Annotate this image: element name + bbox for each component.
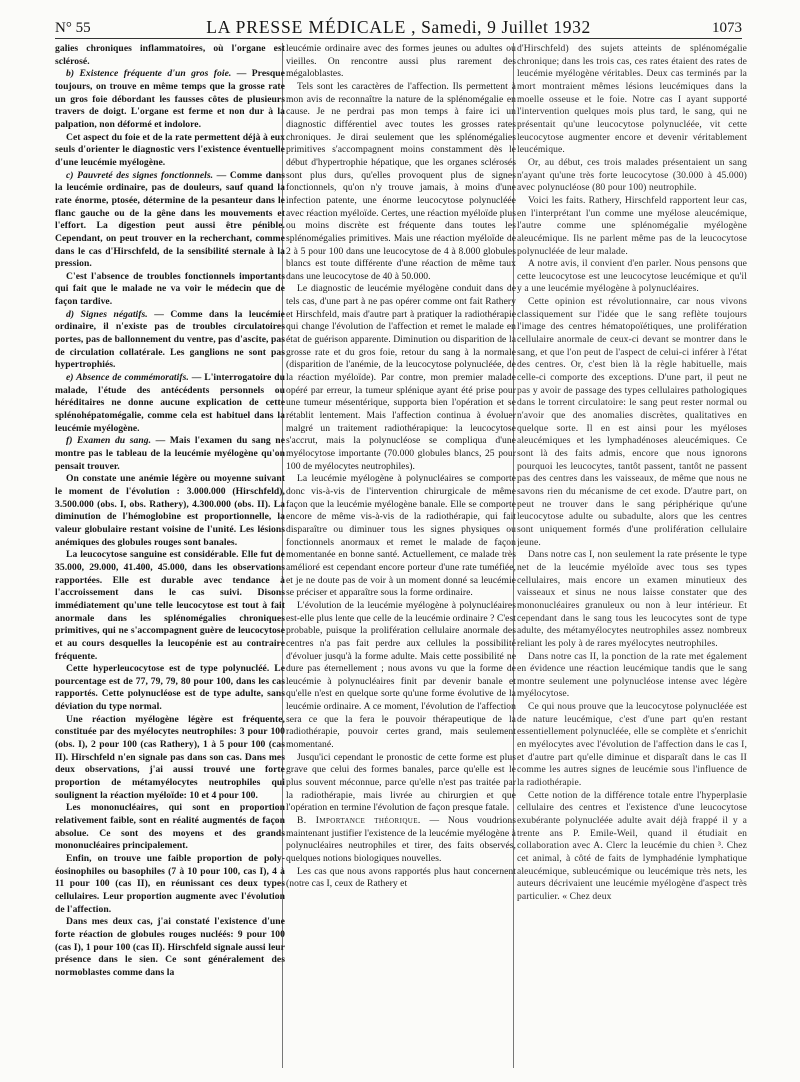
paragraph-heading: B. Importance théorique.: [297, 815, 421, 827]
paragraph: [55, 853, 285, 916]
paragraph: [55, 372, 285, 435]
paragraph: [55, 663, 285, 714]
paragraph-text: leucémie ordinaire avec des formes jeunes ou adultes ou vieilles. On rencontre aussi plus rarement des mégaloblastes.: [286, 43, 516, 80]
paragraph-text: — Nous voudrions maintenant justifier l'existence de la leucémie myélogène à polynucléaires neutrophiles et tirer, des faits observés, quelques notions biologiques nouvelles.: [286, 815, 516, 864]
paragraph-text: Or, au début, ces trois malades présentaient un sang n'ayant qu'une très forte leucocytose (30.000 à 45.000) avec polynucléose (80 pour 100) neutrophile.: [517, 156, 747, 194]
paragraph-text: — Comme dans la leucémie ordinaire, il n'existe pas de troubles circulatoires portes, pas de ballonnement du ventre, pas d'ascite, pas de circulation collatérale. Les ganglions ne sont pas hypertrophiés.: [55, 308, 285, 371]
paragraph-text: Les cas que nous avons rapportés plus haut concernent (notre cas I, ceux de Rathery et: [286, 865, 516, 890]
paragraph-heading: f) Examen du sang.: [66, 435, 152, 447]
paragraph: [55, 714, 285, 803]
paragraph-text: Voici les faits. Rathery, Hirschfeld rapportent leur cas, en l'interprétant l'un comme une myélose aleucémique, l'autre comme une splénomégalie myélogène aleucémique. Ils ne parlent même pas de la leucocytose polynucléée de leur malade.: [517, 194, 747, 257]
paragraph-heading: b) Existence fréquente d'un gros foie.: [66, 68, 232, 80]
paragraph: [55, 68, 285, 131]
paragraph-text: Dans mes deux cas, j'ai constaté l'existence d'une forte réaction de globules rouges nucléés: 9 pour 100 (cas I), 1 pour 100 (cas II). Hirschfeld signale aussi leur présence dans le sien. Ce sont généralement des normoblastes comme dans la: [55, 916, 285, 978]
paragraph-text: — L'interrogatoire du malade, l'étude des antécédents personnels ou héréditaires ne donne aucune explication de cette splénohépatomégalie, comme cela est habituel dans la leucémie myélogène.: [55, 372, 285, 434]
paragraph-text: L'évolution de la leucémie myélogène à polynucléaires est-elle plus lente que celle de la leucémie ordinaire ? C'est probable, puisque la prolifération cellulaire anormale des centres n'a pas fait perdre aux cellules la possibilité d'évoluer jusqu'à la forme adulte. Mais cette possibilité ne dure pas éternellement ; nous avons vu que la forme de leucémie à polynucléaires finit par devenir banale et qu'elle n'est en quelque sorte qu'une forme évolutive de la leucémie ordinaire. A ce moment, l'évolution de l'affection sera ce que la fera le pouvoir thérapeutique de la radiothérapie, pouvoir certes grand, mais seulement momentané.: [286, 599, 516, 751]
paragraph-text: — Presque toujours, on trouve en même temps que la grosse rate un gros foie débordant les fausses côtes de plusieurs travers de doigt. L'organe est ferme et non dur à la palpation, non déformé et indolore.: [55, 68, 285, 130]
paragraph: [55, 435, 285, 473]
paragraph: [286, 81, 516, 284]
paragraph-text: A notre avis, il convient d'en parler. Nous pensons que cette leucocytose est une leucocytose leucémique et qu'il y a une leucémie myélogène à polynucléaires.: [517, 258, 747, 295]
issue-number: N° 55: [55, 20, 91, 36]
paragraph-text: Cet aspect du foie et de la rate permettent déjà à eux seuls d'orienter le diagnostic vers l'existence éventuelle d'une leucémie myélogène.: [55, 131, 285, 168]
header-rule: [55, 38, 742, 39]
paragraph: [517, 296, 747, 549]
paragraph: [55, 271, 285, 309]
paragraph: [55, 132, 285, 170]
paragraph-text: — Mais l'examen du sang ne montre pas le tableau de la leucémie myélogène qu'on pensait trouver.: [55, 435, 285, 472]
paragraph: [286, 815, 516, 866]
paragraph: [55, 473, 285, 549]
paragraph: [55, 549, 285, 663]
paragraph: [286, 43, 516, 81]
column-3: [517, 43, 747, 1075]
paragraph-text: C'est l'absence de troubles fonctionnels importants qui fait que le malade ne va voir le médecin que de façon tardive.: [55, 270, 285, 308]
paragraph: [55, 916, 285, 979]
paragraph: [286, 600, 516, 752]
paragraph-text: Dans notre cas II, la ponction de la rate met également en évidence une réaction leucémique tandis que le sang montre seulement une polynucléose intense avec légère myélocytose.: [517, 650, 747, 700]
paragraph: [517, 549, 747, 650]
paragraph-text: — Comme dans la leucémie ordinaire, pas de douleurs, sauf quand la rate énorme, ptosée, détermine de la pesanteur dans le flanc gauche ou de la gêne dans les mouvements et l'effort. La digestion peut aussi être pénible. Cependant, on peut trouver en la recherchant, comme dans le cas d'Hirschfeld, de la sensibilité sternale à la pression.: [55, 169, 285, 270]
publication-name: LA PRESSE MÉDICALE: [206, 17, 407, 37]
paragraph-text: Ce qui nous prouve que la leucocytose polynucléée est de nature leucémique, c'est d'une part qu'en restant essentiellement polynucléée, elle se complète et s'enrichit en myélocytes avec l'évolution de l'affection dans le cas I, et d'autre part qu'elle diminue et disparaît dans le cas II comme les autres signes de leucémie sous l'influence de la radiothérapie.: [517, 701, 747, 789]
paragraph-text: galies chroniques inflammatoires, où l'organe est sclérosé.: [55, 43, 285, 67]
paragraph-text: d'Hirschfeld) des sujets atteints de splénomégalie chronique; dans les trois cas, ces rates étaient des rates de leucémie myélogène véritables. Deux cas terminés par la mort montraient mêmes lésions leucémiques dans la moelle osseuse et le foie. Notre cas I ayant supporté l'intervention quelques mois plus tard, le sang, qui ne présentait qu'une leucocytose polynucléée, vit cette leucocytose augmenter encore et devenir véritablement leucémique.: [517, 43, 747, 156]
paragraph: [55, 43, 285, 68]
paragraph-text: Cette notion de la différence totale entre l'hyperplasie cellulaire des centres et l'existence d'une leucocytose exubérante polynucléée adulte avait déjà frappé il y a trente ans P. Emile-Weil, quand il étudiait en collaboration avec A. Clerc la leucémie du chien ³. Chez cet animal, à côté de faits de lymphadénie lymphatique aleucémique, subleucémique ou leucémique très nets, les auteurs décrivaient une leucémie myélogène d'aspect très particulier. « Chez deux: [517, 789, 747, 902]
page-number: 1073: [712, 20, 742, 36]
paragraph-heading: e) Absence de commémoratifs.: [66, 372, 189, 384]
paragraph: [286, 866, 516, 891]
paragraph-text: On constate une anémie légère ou moyenne suivant le moment de l'évolution : 3.000.000 (Hirschfeld), 3.500.000 (obs. I, obs. Rathery), 4.300.000 (obs. II). La diminution de l'hémoglobine est proportionnelle, la valeur globulaire restant voisine de l'unité. Les lésions anémiques des globules rouges sont banales.: [55, 473, 285, 548]
paragraph: [517, 790, 747, 904]
paragraph-text: Enfin, on trouve une faible proportion de poly-éosinophiles ou basophiles (7 à 10 pour 100, cas I), 4 à 11 pour 100 (cas II), en réunissant ces deux types cellulaires. Leur proportion augmente avec l'évolution de l'affection.: [55, 853, 285, 915]
paragraph-text: Une réaction myélogène légère est fréquente, constituée par des myélocytes neutrophiles: 3 pour 100 (obs. I), 2 pour 100 (cas Rathery), 1 à 5 pour 100 (cas II). Hirschfeld n'en signale pas dans son cas. Dans mes deux observations, j'ai aussi trouvé une forte proportion de métamyélocytes neutrophiles qui soulignent la réaction myéloïde: 10 et 4 pour 100.: [55, 713, 285, 801]
paragraph: [517, 157, 747, 195]
paragraph-text: Le diagnostic de leucémie myélogène conduit dans de tels cas, d'une part à ne pas opérer comme ont fait Rathery et Hirschfeld, mais d'autre part à pratiquer la radiothérapie qui change l'évolution de l'affection et remet le malade en état de guérison apparente. Diminution ou disparition de la grosse rate et du gros foie, retour du sang à la normale (disparition de l'anémie, de la leucocytose polynucléée, de la réaction myéloïde). Par contre, mon premier malade opéré par erreur, la tumeur splénique ayant été prise pour une tumeur mésentérique, supporta bien l'opération et se rétablit lentement. Mais l'affection continua à évoluer malgré un traitement radiothérapique: la leucocytose s'accrut, mais la polynucléose se compliqua d'une myélocytose importante (70.000 globules blancs, 25 pour 100 de myélocytes neutrophiles).: [286, 283, 516, 472]
paragraph: [517, 195, 747, 258]
paragraph: [55, 309, 285, 372]
column-1: [55, 43, 285, 1075]
paragraph-text: Cette opinion est révolutionnaire, car nous vivons classiquement sur l'idée que le sang reflète toujours l'image des centres hématopoïétiques, une prolifération cellulaire anormale de ceux-ci devant se montrer dans le sang, et que l'on peut de l'aspect de celui-ci inférer à l'état des centres. Or, c'est bien là la règle habituelle, mais celle-ci comporte des exceptions. D'une part, il peut ne pas y avoir de passage des types cellulaires pathologiques dans le torrent circulatoire: le sang peut rester normal ou n'avoir que des anomalies discrètes, qualitatives en quelque sorte. Il en est ainsi pour les myéloses aleucémiques et les lymphadénoses aleucémiques. Ce sont là des faits admis, encore que nous ignorons pourquoi les leucocytes, tantôt passent, tantôt ne passent pas des centres dans les vaisseaux, de même que nous ne savons rien du mécanisme de cet exode. D'autre part, on peut ne trouver dans le sang périphérique qu'une leucocytose adulte ou subadulte, alors que les centres sont uniquement formés d'une prolifération cellulaire jeune.: [517, 296, 747, 548]
paragraph: [517, 651, 747, 702]
paragraph: [517, 701, 747, 790]
paragraph-text: Dans notre cas I, non seulement la rate présente le type net de la leucémie myéloïde avec tous ses types cellulaires, mais encore un examen minutieux des vaisseaux et sinus ne nous laisse constater que des mononucléaires granuleux ou non à leur intérieur. Et cependant dans le sang tous les leucocytes sont de type adulte, des métamyélocytes neutrophiles assez nombreux reliant les poly à de rares myélocytes neutrophiles.: [517, 549, 747, 649]
paragraph: [286, 752, 516, 815]
paragraph-text: Cette hyperleucocytose est de type polynucléé. Le pourcentage est de 77, 79, 79, 80 pour 100, dans les cas rapportés. Cette polynucléose est de type adulte, sans déviation du type normal.: [55, 663, 285, 713]
issue-date: Samedi, 9 Juillet 1932: [421, 17, 591, 37]
paragraph: [517, 43, 747, 157]
paragraph: [55, 170, 285, 271]
paragraph-text: Tels sont les caractères de l'affection. Ils permettent à mon avis de reconnaître la nature de la splénomégalie en cause. Je ne perdrai pas mon temps à faire ici un diagnostic différentiel avec toutes les grosses rates chroniques. Je dirai seulement que les splénomégalies primitives s'accompagnent moins constamment dès le début d'hypertrophie hépatique, que les organes sclérosés sont plus durs, qu'elles provoquent plus de signes fonctionnels, qu'on n'y trouve jamais, à moins d'une infection patente, une énorme leucocytose polynucléée avec réaction myéloïde. Certes, une réaction myéloïde plus ou moins discrète est fréquente dans toutes les splénomégalies primitives. Mais une réaction myéloïde de 2 à 5 pour 100 dans une leucocytose de 4 à 8.000 globules blancs est toute différente d'une réaction de même taux dans une leucocytose de 40 à 50.000.: [286, 80, 516, 282]
paragraph-text: Les mononucléaires, qui sont en proportion relativement faible, sont en réalité augmentés de façon absolue. Ce sont des moyens et des grands mononucléaires principalement.: [55, 802, 285, 852]
paragraph-heading: c) Pauvreté des signes fonctionnels.: [66, 169, 214, 181]
header-title: LA PRESSE MÉDICALE , Samedi, 9 Juillet 1932: [206, 17, 591, 37]
column-2: [286, 43, 516, 1075]
paragraph: [55, 802, 285, 853]
paragraph-heading: d) Signes négatifs.: [66, 308, 148, 320]
paragraph: [286, 473, 516, 600]
paragraph: [517, 258, 747, 296]
paragraph-text: La leucocytose sanguine est considérable. Elle fut de 35.000, 29.000, 41.400, 45.000, dans les observations rapportées. Elle est durable avec tendance à l'accroissement dans le cas suivi. Disons immédiatement qu'une telle leucocytose est tout à fait anormale dans les splénomégalies chroniques primitives, qui ne s'accompagnent guère de leucocytose et au cours desquelles la leucopénie est au contraire fréquente.: [55, 549, 285, 662]
paragraph: [286, 283, 516, 473]
paragraph-text: La leucémie myélogène à polynucléaires se comporte donc vis-à-vis de l'intervention chirurgicale de même façon que la leucémie myélogène banale. Elle se comporte encore de même vis-à-vis de la radiothérapie, qui fait disparaître ou diminuer tous les signes physiques ou fonctionnels anormaux et remet le malade de façon momentanée en bonne santé. Actuellement, ce malade très amélioré est cependant encore porteur d'une rate tuméfiée, et je ne doute pas de voir à un moment donné sa leucémie se préciser et apparaître sous la forme ordinaire.: [286, 473, 516, 599]
paragraph-text: Jusqu'ici cependant le pronostic de cette forme est plus grave que celui des formes banales, parce qu'elle est le plus souvent méconnue, parce qu'elle n'est pas traitée par la radiothérapie, mais livrée au chirurgien et que l'opération en termine l'évolution de façon presque fatale.: [286, 751, 516, 814]
